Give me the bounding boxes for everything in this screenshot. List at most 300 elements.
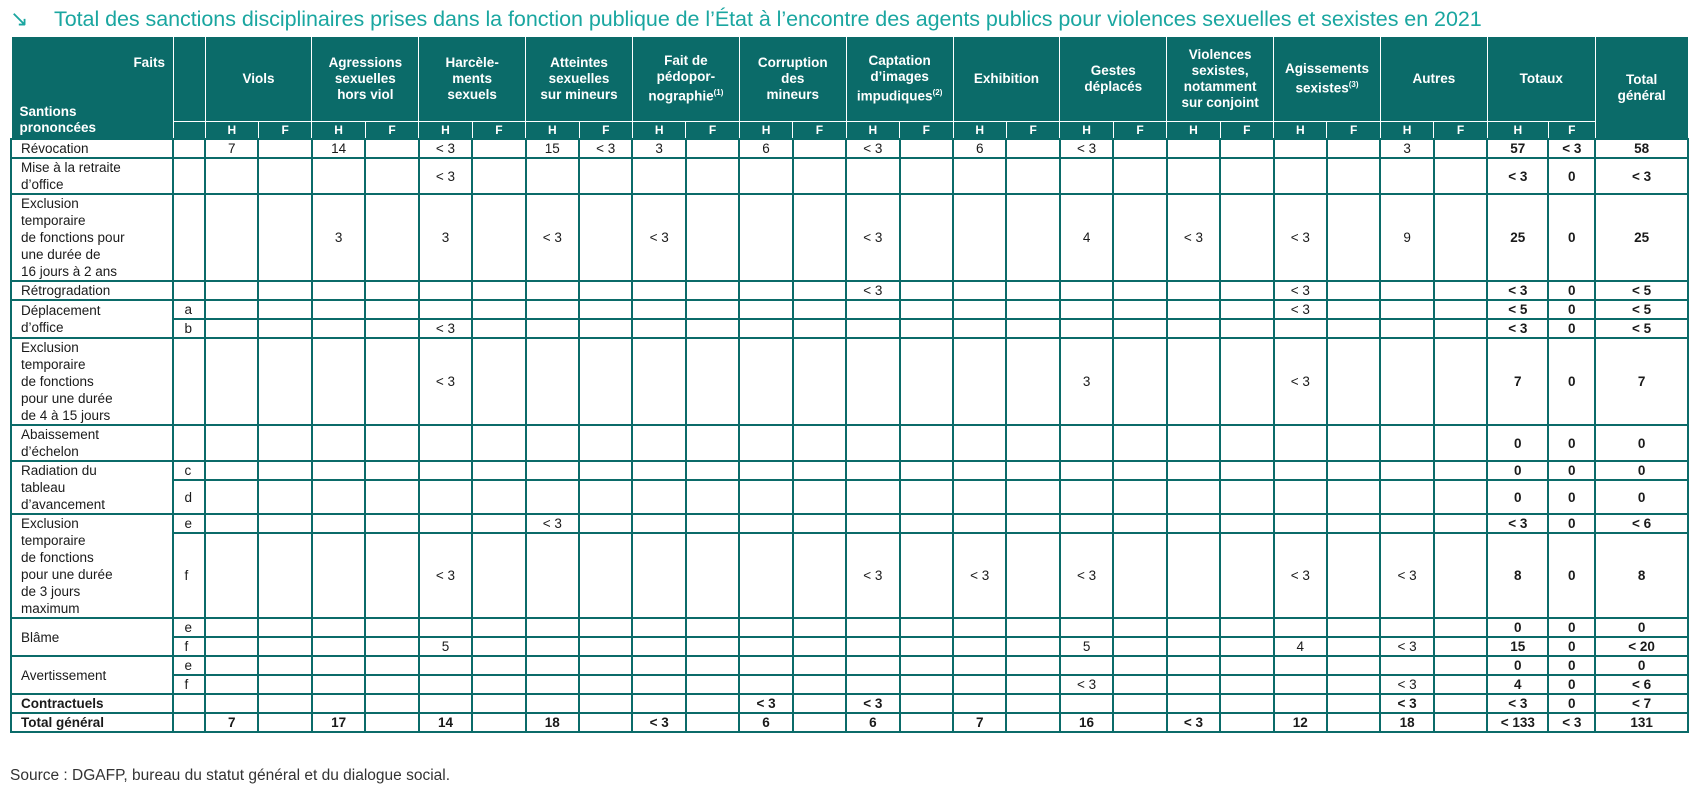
table-cell: 14: [419, 713, 472, 732]
table-cell: [205, 281, 258, 300]
table-cell: [1434, 139, 1487, 158]
f-header: F: [793, 122, 846, 140]
table-cell: [312, 300, 365, 319]
table-cell: < 5: [1595, 281, 1688, 300]
table-cell: [846, 675, 899, 694]
row-label-line: 16 jours à 2 ans: [21, 264, 118, 279]
table-cell: [205, 319, 258, 338]
table-cell: [793, 675, 846, 694]
row-label-line: Rétrogradation: [21, 283, 111, 298]
table-cell: < 3: [1548, 139, 1595, 158]
row-label-line: Révocation: [21, 141, 89, 156]
table-cell: [1434, 694, 1487, 713]
table-cell: [1220, 480, 1273, 514]
table-cell: < 3: [1167, 194, 1220, 281]
table-cell: 17: [312, 713, 365, 732]
table-cell: [739, 618, 792, 637]
row-label-line: temporaire: [21, 533, 86, 548]
table-cell: [1434, 461, 1487, 480]
table-cell: [205, 656, 258, 675]
table-cell: 0: [1548, 618, 1595, 637]
column-header-line: Exhibition: [973, 71, 1040, 86]
table-cell: 0: [1487, 656, 1548, 675]
table-cell: [1006, 618, 1059, 637]
table-cell: < 3: [1274, 300, 1327, 319]
table-cell: [900, 300, 953, 319]
row-label-line: de fonctions: [21, 550, 94, 565]
row-sub-label: d: [173, 480, 205, 514]
table-cell: [312, 656, 365, 675]
table-cell: [526, 675, 579, 694]
table-cell: [739, 461, 792, 480]
table-cell: [472, 158, 525, 194]
table-cell: [1167, 338, 1220, 425]
table-row: [11, 713, 1688, 732]
table-cell: 5: [419, 637, 472, 656]
column-header: [1274, 37, 1381, 122]
table-cell: [686, 713, 739, 732]
footnote-mark: (2): [932, 88, 943, 98]
column-header: [739, 37, 846, 122]
table-cell: [1220, 194, 1273, 281]
table-cell: [1113, 319, 1166, 338]
table-cell: [900, 461, 953, 480]
table-cell: [846, 514, 899, 533]
table-cell: [1220, 319, 1273, 338]
table-cell: [900, 675, 953, 694]
table-cell: [739, 656, 792, 675]
table-cell: [793, 300, 846, 319]
table-cell: [632, 514, 685, 533]
table-cell: [1220, 637, 1273, 656]
table-cell: [205, 618, 258, 637]
table-cell: [1380, 514, 1433, 533]
table-cell: 0: [1548, 338, 1595, 425]
table-cell: [205, 480, 258, 514]
table-cell: [365, 139, 418, 158]
table-cell: [1327, 300, 1380, 319]
table-cell: [1167, 139, 1220, 158]
table-cell: [472, 618, 525, 637]
table-cell: [632, 618, 685, 637]
table-cell: [953, 694, 1006, 713]
row-label: [11, 461, 173, 514]
table-cell: 0: [1595, 480, 1688, 514]
table-cell: [1327, 713, 1380, 732]
table-cell: [1220, 425, 1273, 461]
table-cell: 0: [1548, 480, 1595, 514]
table-cell: [1006, 461, 1059, 480]
table-cell: [365, 675, 418, 694]
column-header-text: impudiques: [856, 88, 933, 104]
table-cell: [579, 338, 632, 425]
table-cell: [526, 281, 579, 300]
row-sub-label: c: [173, 461, 205, 480]
table-cell: [419, 656, 472, 675]
table-cell: [793, 637, 846, 656]
table-cell: [472, 694, 525, 713]
table-cell: [1167, 618, 1220, 637]
table-cell: [1167, 300, 1220, 319]
table-cell: [205, 300, 258, 319]
table-cell: [1006, 514, 1059, 533]
table-cell: [953, 425, 1006, 461]
row-label-line: Exclusion: [21, 196, 79, 211]
table-cell: [472, 533, 525, 618]
table-cell: [365, 656, 418, 675]
row-sub-label: [173, 694, 205, 713]
table-cell: 9: [1380, 194, 1433, 281]
table-cell: [900, 533, 953, 618]
f-header: F: [1220, 122, 1273, 140]
table-cell: 0: [1548, 300, 1595, 319]
table-cell: [686, 319, 739, 338]
table-cell: [1060, 425, 1113, 461]
table-cell: [846, 656, 899, 675]
table-cell: [312, 461, 365, 480]
table-cell: [900, 194, 953, 281]
table-cell: 0: [1548, 281, 1595, 300]
h-header: H: [1487, 122, 1548, 140]
table-cell: [793, 514, 846, 533]
column-header: [1167, 37, 1274, 122]
table-cell: [1167, 480, 1220, 514]
table-cell: [205, 461, 258, 480]
column-header-line: ments: [452, 71, 493, 86]
table-cell: [579, 675, 632, 694]
row-label-line: d’avancement: [21, 497, 106, 512]
table-cell: 7: [205, 139, 258, 158]
table-cell: 0: [1487, 425, 1548, 461]
table-cell: [1274, 158, 1327, 194]
table-row: [11, 656, 1688, 675]
table-cell: [900, 694, 953, 713]
table-cell: [1434, 514, 1487, 533]
table-cell: < 6: [1595, 514, 1688, 533]
table-cell: [739, 158, 792, 194]
table-cell: [258, 514, 311, 533]
table-cell: [1327, 637, 1380, 656]
table-cell: [1380, 425, 1433, 461]
table-cell: [739, 425, 792, 461]
table-cell: [1220, 713, 1273, 732]
table-row: [11, 194, 1688, 281]
table-cell: [258, 158, 311, 194]
table-cell: [1434, 675, 1487, 694]
table-cell: [632, 425, 685, 461]
table-cell: < 3: [1548, 713, 1595, 732]
table-cell: [1006, 281, 1059, 300]
table-cell: [1167, 637, 1220, 656]
table-cell: [1167, 281, 1220, 300]
table-cell: [526, 300, 579, 319]
table-row: [11, 694, 1688, 713]
table-cell: [258, 139, 311, 158]
table-cell: [846, 300, 899, 319]
table-cell: [686, 514, 739, 533]
table-cell: [472, 338, 525, 425]
table-cell: < 3: [1274, 194, 1327, 281]
sub-col-header: [173, 37, 205, 122]
column-header-line: pédopor-: [656, 69, 716, 85]
table-cell: 7: [205, 713, 258, 732]
table-cell: [1006, 338, 1059, 425]
table-cell: [953, 514, 1006, 533]
table-cell: [953, 158, 1006, 194]
row-sub-label: b: [173, 319, 205, 338]
table-cell: 3: [1380, 139, 1433, 158]
table-cell: 0: [1595, 425, 1688, 461]
table-cell: [1167, 656, 1220, 675]
table-cell: [205, 675, 258, 694]
row-label: [11, 425, 173, 461]
table-cell: 4: [1060, 194, 1113, 281]
column-header-line: Autres: [1412, 71, 1456, 86]
table-cell: 0: [1548, 675, 1595, 694]
table-cell: [312, 533, 365, 618]
table-cell: [739, 194, 792, 281]
column-header-line: Totaux: [1519, 71, 1563, 86]
table-cell: < 3: [1274, 533, 1327, 618]
table-cell: [793, 194, 846, 281]
h-header: H: [1167, 122, 1220, 140]
f-header: F: [686, 122, 739, 140]
row-label-line: Blâme: [21, 629, 60, 645]
table-cell: [1113, 194, 1166, 281]
table-cell: [1113, 338, 1166, 425]
table-cell: [793, 158, 846, 194]
table-row: [11, 319, 1688, 338]
table-cell: 16: [1060, 713, 1113, 732]
column-header-line: sexuelles: [548, 71, 610, 86]
table-cell: [953, 281, 1006, 300]
table-cell: [1327, 194, 1380, 281]
table-cell: 25: [1595, 194, 1688, 281]
table-row: [11, 480, 1688, 514]
column-header: [312, 37, 419, 122]
table-cell: [1274, 425, 1327, 461]
table-cell: [312, 514, 365, 533]
column-header: [953, 37, 1060, 122]
row-sub-label: f: [173, 675, 205, 694]
table-cell: < 3: [419, 338, 472, 425]
table-cell: [579, 425, 632, 461]
table-cell: [312, 425, 365, 461]
table-cell: [1113, 675, 1166, 694]
table-cell: [1327, 694, 1380, 713]
table-cell: [1167, 514, 1220, 533]
table-cell: < 3: [632, 194, 685, 281]
f-header: F: [1327, 122, 1380, 140]
row-sub-label: [173, 713, 205, 732]
hf-header-row: [11, 122, 1688, 140]
table-cell: < 3: [1167, 713, 1220, 732]
footnote-mark: (3): [1348, 80, 1359, 90]
table-cell: < 20: [1595, 637, 1688, 656]
table-cell: [579, 300, 632, 319]
table-cell: [632, 158, 685, 194]
column-header-line: notamment: [1183, 79, 1257, 94]
table-cell: [686, 533, 739, 618]
row-sub-label: f: [173, 637, 205, 656]
row-label-line: Contractuels: [21, 696, 104, 711]
column-header-line: Agressions: [328, 55, 403, 70]
table-cell: [900, 480, 953, 514]
table-cell: < 3: [1380, 533, 1433, 618]
table-cell: [258, 425, 311, 461]
table-cell: [846, 158, 899, 194]
table-cell: 0: [1548, 514, 1595, 533]
header-row: [11, 37, 1688, 122]
table-cell: [1434, 338, 1487, 425]
table-cell: [686, 656, 739, 675]
column-header-line: Viols: [242, 71, 275, 86]
table-cell: [632, 637, 685, 656]
table-cell: [1006, 158, 1059, 194]
table-cell: [1327, 675, 1380, 694]
table-cell: [1274, 618, 1327, 637]
table-cell: 15: [526, 139, 579, 158]
h-header: H: [739, 122, 792, 140]
table-cell: [419, 675, 472, 694]
table-cell: 58: [1595, 139, 1688, 158]
table-cell: 0: [1548, 319, 1595, 338]
table-cell: < 3: [846, 694, 899, 713]
table-cell: 12: [1274, 713, 1327, 732]
table-cell: [686, 139, 739, 158]
table-cell: [1327, 514, 1380, 533]
table-cell: [1220, 300, 1273, 319]
table-cell: [258, 319, 311, 338]
table-cell: [419, 480, 472, 514]
table-cell: [793, 480, 846, 514]
faits-label: Faits: [133, 55, 165, 70]
table-cell: [739, 637, 792, 656]
table-cell: < 3: [846, 281, 899, 300]
table-cell: [1380, 319, 1433, 338]
table-cell: [739, 480, 792, 514]
table-cell: [258, 637, 311, 656]
table-cell: [258, 533, 311, 618]
table-cell: < 3: [1380, 675, 1433, 694]
table-cell: [953, 618, 1006, 637]
table-cell: [793, 533, 846, 618]
table-cell: < 3: [1060, 139, 1113, 158]
table-cell: [1220, 675, 1273, 694]
table-cell: [1113, 656, 1166, 675]
table-cell: [1220, 514, 1273, 533]
table-cell: [953, 338, 1006, 425]
column-header-text: nographie: [648, 88, 714, 104]
table-cell: [1113, 618, 1166, 637]
table-cell: [205, 694, 258, 713]
table-cell: < 3: [526, 194, 579, 281]
table-cell: < 3: [1380, 637, 1433, 656]
table-cell: [1380, 656, 1433, 675]
table-cell: 0: [1595, 656, 1688, 675]
table-cell: [900, 425, 953, 461]
table-cell: [1434, 656, 1487, 675]
column-header-line: Agissements: [1284, 61, 1370, 77]
column-header-line: sur mineurs: [540, 87, 618, 102]
table-cell: [1434, 713, 1487, 732]
table-cell: 6: [846, 713, 899, 732]
table-cell: 7: [953, 713, 1006, 732]
table-cell: 3: [419, 194, 472, 281]
table-cell: [1274, 139, 1327, 158]
row-label-line: de 3 jours: [21, 584, 81, 599]
f-header: F: [472, 122, 525, 140]
table-cell: [579, 713, 632, 732]
table-cell: < 3: [579, 139, 632, 158]
table-cell: 0: [1548, 425, 1595, 461]
row-label-line: de fonctions: [21, 374, 94, 389]
table-cell: [1380, 281, 1433, 300]
table-cell: [1380, 300, 1433, 319]
column-header-line: hors viol: [337, 87, 394, 102]
f-header: F: [1548, 122, 1595, 140]
table-cell: [1060, 319, 1113, 338]
table-cell: 0: [1487, 461, 1548, 480]
table-cell: [1006, 425, 1059, 461]
table-cell: [632, 319, 685, 338]
table-cell: [258, 461, 311, 480]
table-cell: 0: [1548, 461, 1595, 480]
table-cell: [258, 194, 311, 281]
table-cell: [579, 461, 632, 480]
table-cell: < 3: [1487, 694, 1548, 713]
table-cell: [846, 338, 899, 425]
table-cell: [632, 300, 685, 319]
table-cell: [953, 656, 1006, 675]
table-row: [11, 461, 1688, 480]
f-header: F: [365, 122, 418, 140]
table-cell: [1327, 461, 1380, 480]
h-header: H: [312, 122, 365, 140]
table-cell: < 3: [1274, 281, 1327, 300]
table-cell: 25: [1487, 194, 1548, 281]
row-sub-label: [173, 281, 205, 300]
table-cell: < 3: [1380, 694, 1433, 713]
sub-col-header: [173, 122, 205, 140]
table-cell: [1274, 656, 1327, 675]
table-cell: [472, 637, 525, 656]
table-cell: [365, 694, 418, 713]
table-cell: [1113, 514, 1166, 533]
table-cell: [1220, 533, 1273, 618]
table-cell: [1327, 338, 1380, 425]
table-cell: < 3: [739, 694, 792, 713]
table-cell: [632, 338, 685, 425]
row-label-line: de fonctions pour: [21, 230, 125, 245]
table-row: [11, 300, 1688, 319]
table-cell: 0: [1548, 194, 1595, 281]
table-cell: [793, 461, 846, 480]
table-cell: [846, 461, 899, 480]
table-cell: [846, 319, 899, 338]
table-cell: [953, 637, 1006, 656]
table-cell: [686, 675, 739, 694]
table-cell: [793, 281, 846, 300]
row-label: [11, 514, 173, 618]
h-header: H: [1274, 122, 1327, 140]
table-cell: [1113, 281, 1166, 300]
row-label: [11, 158, 173, 194]
table-cell: [579, 618, 632, 637]
row-label-line: Exclusion: [21, 340, 79, 355]
table-cell: [1434, 281, 1487, 300]
row-label: [11, 194, 173, 281]
